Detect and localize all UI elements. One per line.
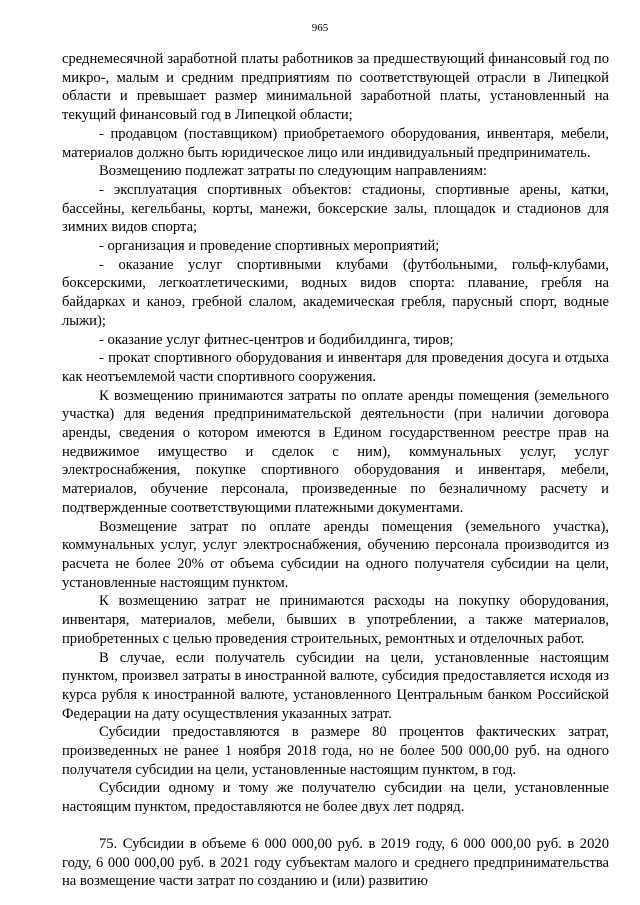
- paragraph: среднемесячной заработной платы работников за предшествующий финансовый год по микро-, малым и средним предприятиям по соответствующей отрасли в Липецкой области и превышает размер минимальной заработной платы, установленный на текущий финансовый год в Липецкой области;: [62, 51, 609, 124]
- page-number: 965: [311, 22, 329, 34]
- paragraph: - продавцом (поставщиком) приобретаемого оборудования, инвентаря, мебели, материалов должно быть юридическое лицо или индивидуальный предприниматель.: [62, 125, 609, 161]
- paragraph: Возмещение затрат по оплате аренды помещения (земельного участка), коммунальных услуг, услуг электроснабжения, обучению персонала производится из расчета не более 20% от объема субсидии на одного получателя субсидии на цели, установленные настоящим пунктом.: [62, 518, 609, 591]
- paragraph: 75. Субсидии в объеме 6 000 000,00 руб. в 2019 году, 6 000 000,00 руб. в 2020 году, 6 000 000,00 руб. в 2021 году субъектам малого и среднего предпринимательства на возмещение части затрат по созданию и (или) развитию: [62, 835, 609, 890]
- document-body: [62, 50, 609, 891]
- paragraph: К возмещению затрат не принимаются расходы на покупку оборудования, инвентаря, материалов, мебели, бывших в употреблении, а также материалов, приобретенных с целью проведения строительных, ремонтных и отделочных работ.: [62, 593, 609, 647]
- paragraph: К возмещению принимаются затраты по оплате аренды помещения (земельного участка) для ведения предпринимательской деятельности (при наличии договора аренды, сведения о котором имеются в Едином государственном реестре прав на недвижимое имущество и сделок с ним), коммунальных услуг, услуг электроснабжения, покупке спортивного оборудования и инвентаря, мебели, материалов, обучение персонала, произведенные по безналичному расчету и подтвержденные соответствующими платежными документами.: [62, 387, 609, 516]
- paragraph: - оказание услуг спортивными клубами (футбольными, гольф-клубами, боксерскими, легкоатлетическими, водных видов спорта: плавание, гребля на байдарках и каноэ, гребной слалом, академическая гребля, парусный спорт, водные лыжи);: [62, 256, 609, 329]
- paragraph: - эксплуатация спортивных объектов: стадионы, спортивные арены, катки, бассейны, кегельбаны, корты, манежи, боксерские залы, площадок и стадионов для зимних видов спорта;: [62, 181, 609, 236]
- paragraph: - оказание услуг фитнес-центров и бодибилдинга, тиров;: [99, 331, 454, 348]
- paragraph: - прокат спортивного оборудования и инвентаря для проведения досуга и отдыха как неотъемлемой части спортивного сооружения.: [62, 350, 609, 385]
- paragraph: Субсидии одному и тому же получателю субсидии на цели, установленные настоящим пунктом, предоставляются не более двух лет подряд.: [62, 780, 609, 816]
- paragraph: Субсидии предоставляются в размере 80 процентов фактических затрат, произведенных не ранее 1 ноября 2018 года, но не более 500 000,00 руб. на одного получателя субсидии на цели, установленные настоящим пунктом, в год.: [62, 724, 609, 778]
- paragraph: - организация и проведение спортивных мероприятий;: [99, 238, 440, 255]
- paragraph: Возмещению подлежат затраты по следующим направлениям:: [99, 163, 488, 180]
- paragraph: В случае, если получатель субсидии на цели, установленные настоящим пунктом, произвел затраты в иностранной валюте, субсидия предоставляется исходя из курса рубля к иностранной валюте, установленного Центральным банком Российской Федерации на дату осуществления указанных затрат.: [62, 649, 609, 722]
